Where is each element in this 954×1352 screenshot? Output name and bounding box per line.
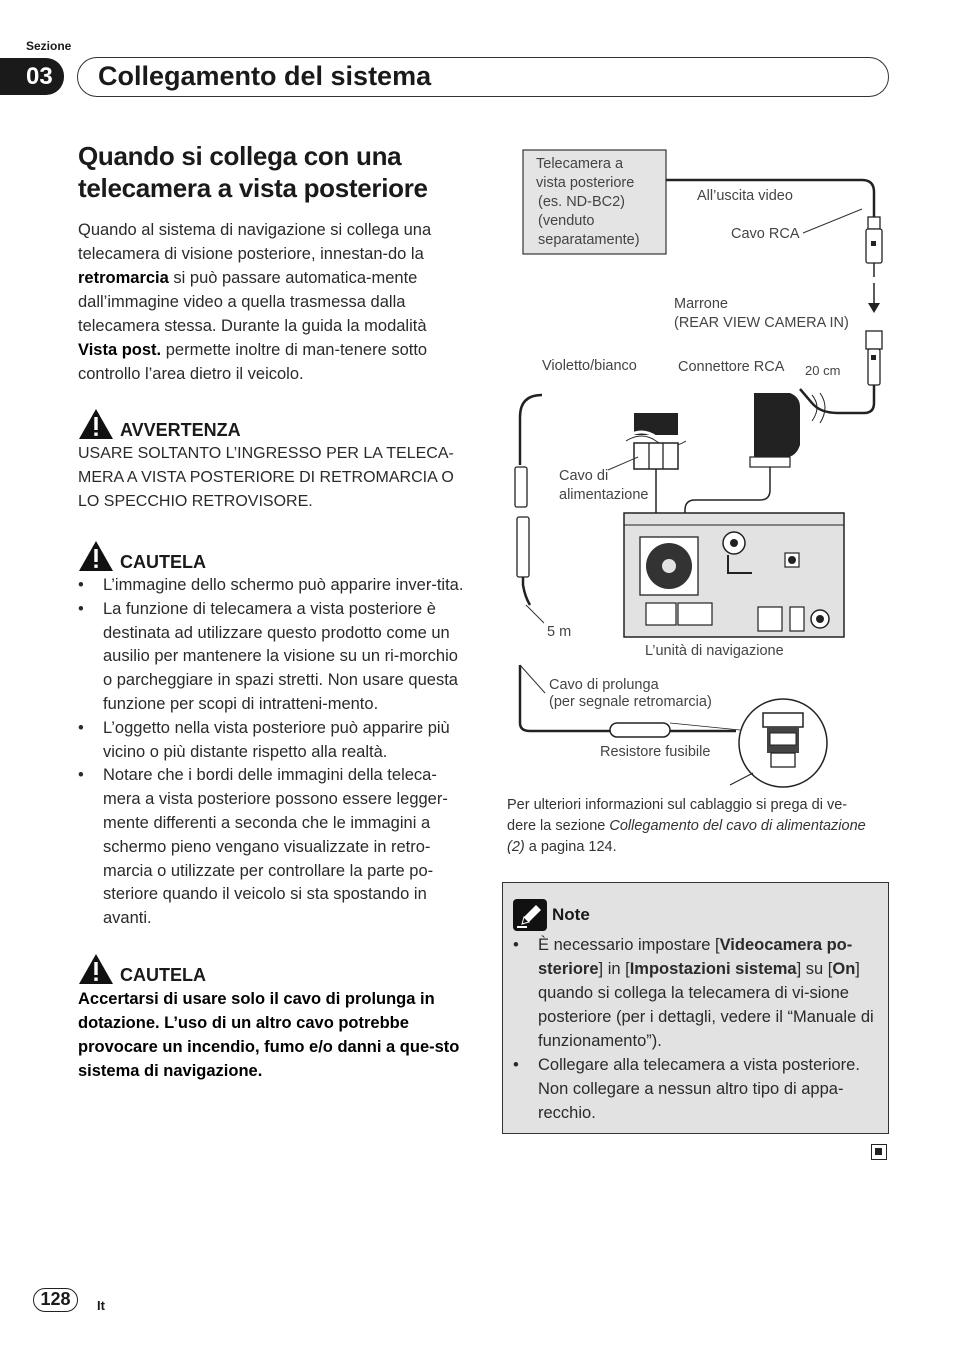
note-title: Note	[552, 905, 590, 924]
leader-line	[730, 773, 753, 785]
warning-triangle-icon	[78, 540, 114, 572]
caution-title-2: CAUTELA	[120, 964, 206, 985]
list-item: • È necessario impostare [Videocamera po-steriore] in [Impostazioni sistema] su [On] quando si collega la telecamera di vi-sione posteriore (per i dettagli, vedere il “Manuale di funzionamento”).	[513, 933, 878, 1053]
fuse-resistor	[610, 723, 670, 737]
rca-plug-camera	[866, 217, 882, 277]
list-item: • La funzione di telecamera a vista posteriore è destinata ad utilizzare questo prodotto come un ausilio per mantenere la visione su un ri-morchio o parcheggiare in spazi stretti. Non usare questa funzione per scopi di intratteni-mento.	[78, 598, 470, 717]
page-title	[78, 140, 470, 204]
leader-line	[526, 605, 544, 623]
rca-jack-unit	[866, 331, 882, 385]
xref-link-title: Collegamento del cavo di alimentazione	[609, 818, 866, 834]
warning-text: USARE SOLTANTO L’INGRESSO PER LA TELECA-MERA A VISTA POSTERIORE DI RETROMARCIA O LO SPECCHIO RETROVISORE.	[78, 445, 454, 510]
section-title-bar	[77, 57, 889, 97]
xref-link-title-2: (2)	[507, 839, 525, 855]
warning-triangle-icon	[78, 953, 114, 985]
brown-label: Marrone	[674, 296, 728, 312]
video-output-label: All’uscita video	[697, 188, 793, 204]
navigation-unit-label: L’unità di navigazione	[645, 643, 784, 659]
xref-page: a pagina 124.	[524, 839, 617, 855]
pencil-note-icon	[513, 899, 547, 931]
section-label: Sezione	[26, 39, 72, 53]
leader-line	[520, 665, 545, 693]
warning-heading	[78, 408, 470, 440]
violet-white-label: Violetto/bianco	[542, 358, 637, 374]
rca-connector-block	[754, 393, 800, 457]
intro-paragraph	[78, 218, 470, 386]
fuse-resistor-label: Resistore fusibile	[600, 744, 711, 760]
camera-box-label: Telecamera a vista posteriore (es. ND-BC2) (venduto separatamente)	[536, 156, 640, 248]
extension-cable	[520, 395, 542, 465]
rca-connector-label: Connettore RCA	[678, 359, 785, 375]
xref-line2: dere la sezione	[507, 818, 610, 834]
rca-cable-unit	[800, 385, 874, 413]
page-title-line2: telecamera a vista posteriore	[78, 173, 428, 203]
rear-view-camera-in-label: (REAR VIEW CAMERA IN)	[674, 315, 849, 331]
list-item: • L’oggetto nella vista posteriore può apparire più vicino o più distante rispetto alla realtà.	[78, 717, 470, 765]
wiring-diagram	[500, 145, 890, 790]
page-title-line1: Quando si collega con una	[78, 141, 402, 171]
section-number-badge: 03	[0, 58, 64, 95]
section-title: Collegamento del sistema	[98, 61, 432, 91]
warning-triangle-icon	[78, 408, 114, 440]
end-of-section-icon	[871, 1144, 887, 1160]
intro-text-2: si può passare automatica-mente dall’immagine video a quella trasmessa dalla telecamera stessa. Durante la guida la modalità	[78, 269, 427, 335]
list-item: • Collegare alla telecamera a vista posteriore. Non collegare a nessun altro tipo di appa-recchio.	[513, 1053, 878, 1125]
intro-text-3: permette inoltre di man-tenere sotto controllo l’area dietro il veicolo.	[78, 341, 428, 383]
intro-text-1: Quando al sistema di navigazione si collega una telecamera di visione posteriore, innestan-do la	[78, 221, 432, 263]
extension-cable-label-1: Cavo di prolunga	[549, 677, 659, 693]
caution-heading-1	[78, 540, 470, 572]
language-code: It	[97, 1298, 105, 1313]
list-item: • L’immagine dello schermo può apparire inver-tita.	[78, 574, 470, 598]
power-cable-label-1: Cavo di	[559, 468, 609, 484]
intro-bold-retromarcia: retromarcia	[78, 269, 169, 287]
page-number: 128	[33, 1288, 78, 1312]
note-list	[513, 933, 878, 1125]
caution-heading-2	[78, 953, 470, 985]
rca-cable-label: Cavo RCA	[731, 226, 800, 242]
arrow-down-icon	[868, 303, 880, 313]
note-box	[502, 882, 889, 1134]
xref-line1: Per ulteriori informazioni sul cablaggio si prega di ve-	[507, 797, 848, 813]
caution-title-1: CAUTELA	[120, 552, 206, 572]
cross-reference	[507, 795, 887, 858]
navigation-unit	[624, 513, 844, 637]
caution-text-2: Accertarsi di usare solo il cavo di prolunga in dotazione. L’uso di un altro cavo potrebbe provocare un incendio, fumo e/o danni a que-sto sistema di navigazione.	[78, 989, 460, 1080]
intro-bold-vista-post: Vista post.	[78, 341, 162, 359]
extension-cable-label-2: (per segnale retromarcia)	[549, 694, 712, 710]
warning-title: AVVERTENZA	[120, 420, 241, 440]
leader-line	[803, 209, 862, 233]
length-5m-label: 5 m	[547, 624, 572, 640]
list-item: • Notare che i bordi delle immagini della teleca-mera a vista posteriore possono essere legger-mente differenti a seconda che le immagini a schermo pieno vengano visualizzate in retro-marcia o utilizzate per controllare la parte po-steriore quando il veicolo si sta spostando in avanti.	[78, 764, 470, 931]
power-cable-label-2: alimentazione	[559, 487, 649, 503]
inline-connector	[515, 467, 529, 577]
power-connector	[626, 413, 686, 469]
note-heading	[513, 899, 878, 931]
length-20cm-label: 20 cm	[805, 363, 841, 378]
left-column	[78, 140, 470, 1083]
leader-line	[670, 723, 740, 730]
caution-list	[78, 574, 470, 931]
